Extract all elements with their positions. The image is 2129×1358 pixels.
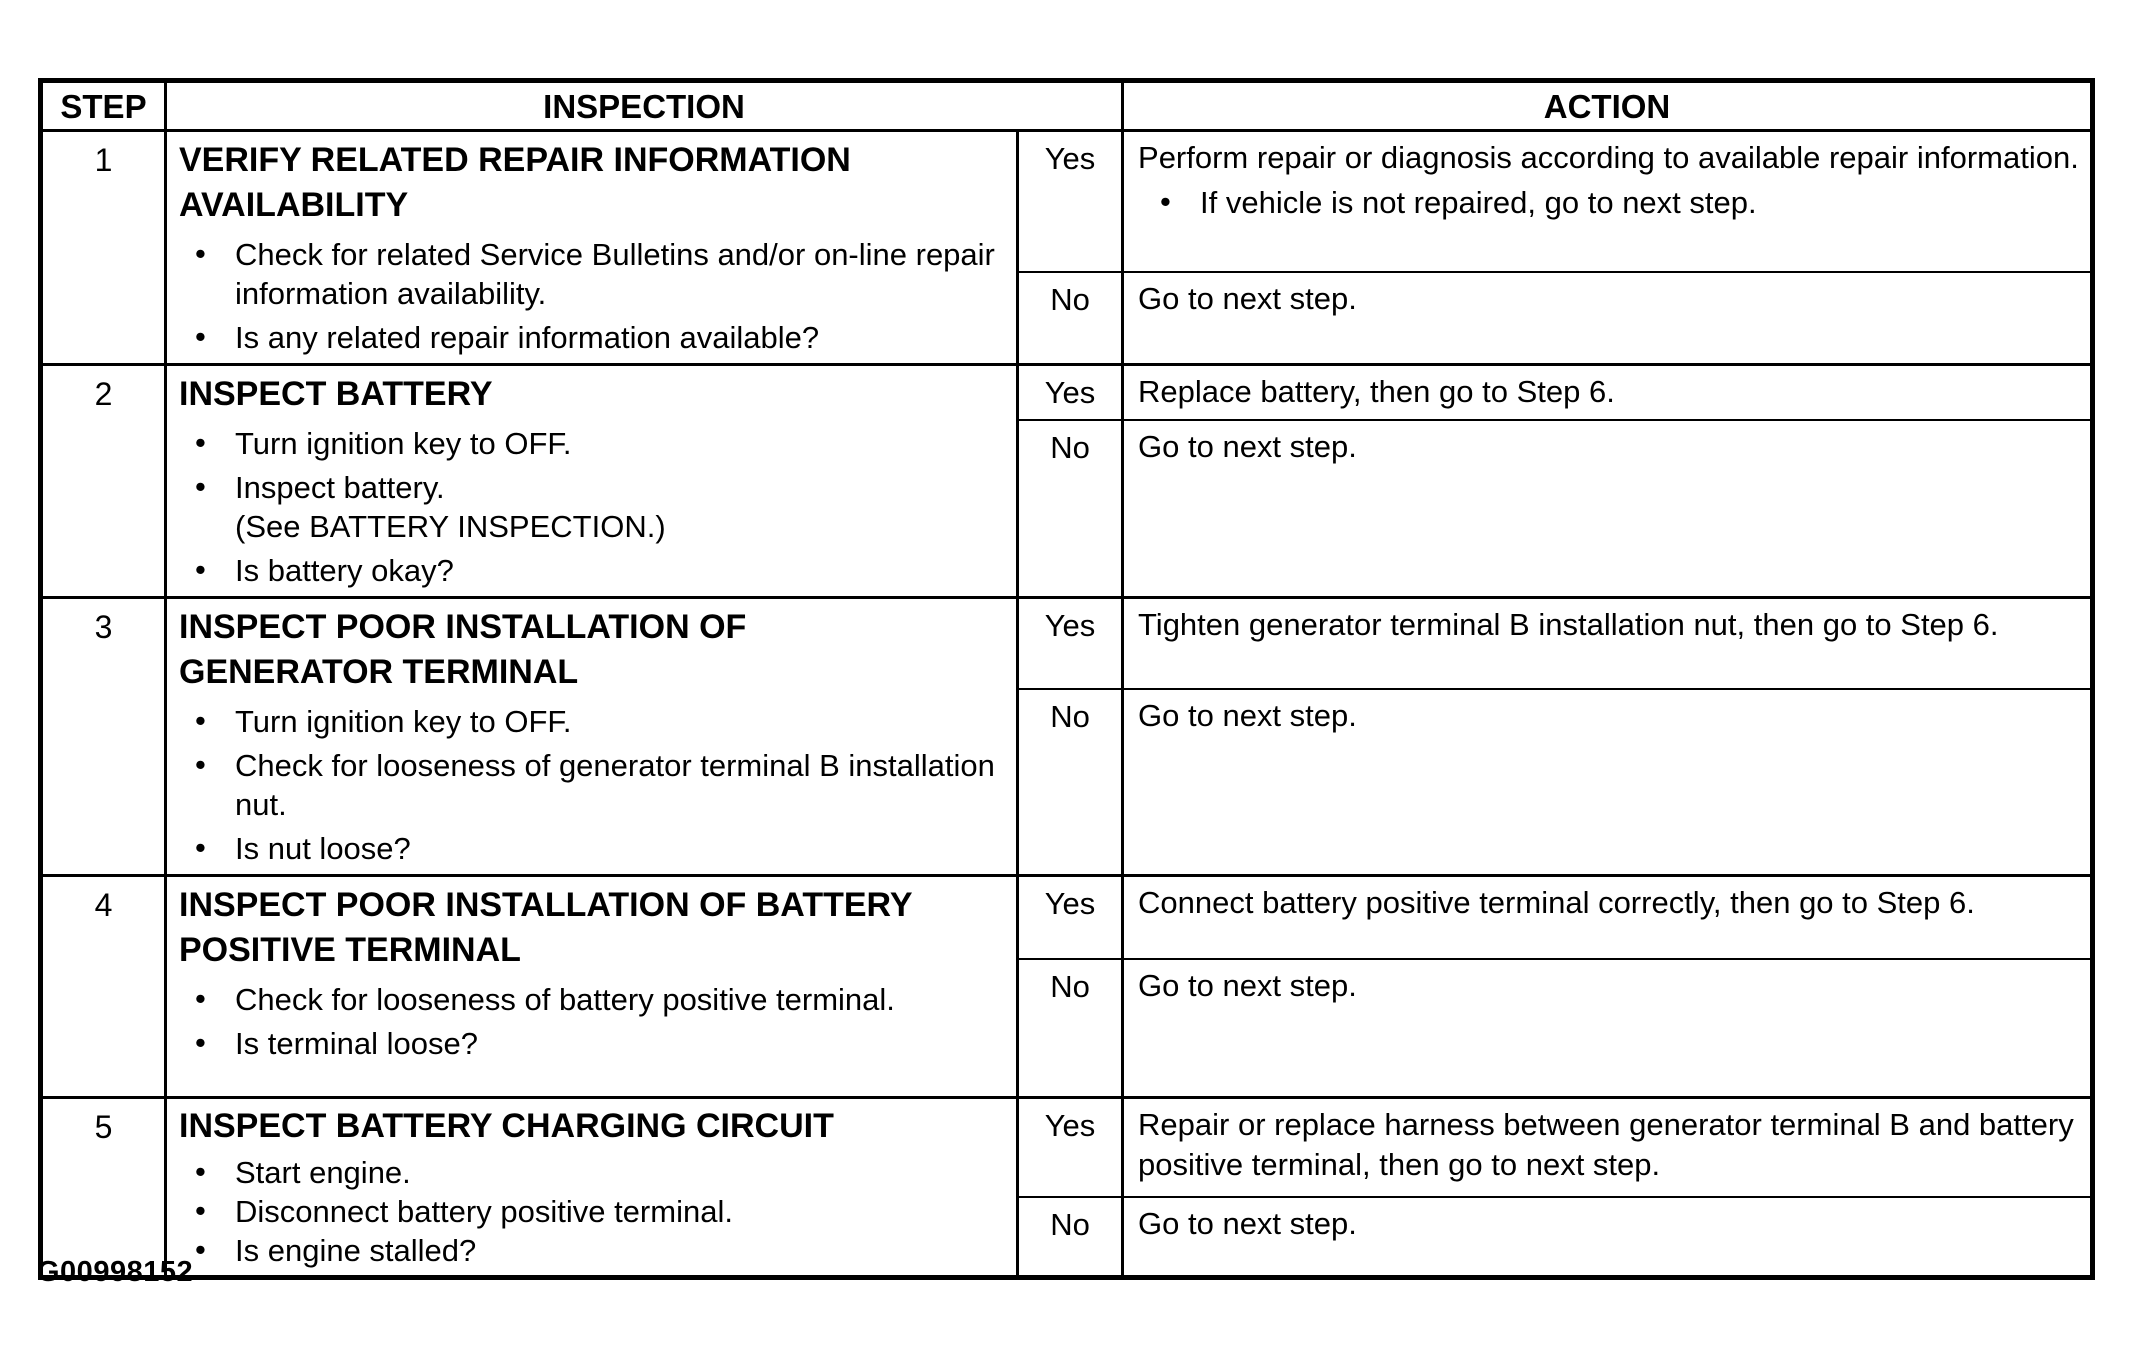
column-header-inspection: INSPECTION bbox=[166, 81, 1123, 131]
table-row bbox=[41, 1098, 2093, 1198]
bullet-item: • Inspect battery. (See BATTERY INSPECTION.) bbox=[179, 468, 1002, 546]
yes-action-cell bbox=[1123, 365, 2093, 420]
bullet-item: • Is any related repair information available? bbox=[179, 318, 1002, 357]
action-text: Go to next step. bbox=[1138, 698, 1357, 734]
bullet-item: • Is engine stalled? bbox=[179, 1232, 1002, 1269]
no-label-cell: No bbox=[1018, 272, 1123, 364]
step-number-cell: 4 bbox=[41, 876, 166, 1098]
no-label-cell: No bbox=[1018, 420, 1123, 598]
no-label-cell: No bbox=[1018, 689, 1123, 875]
yes-label-cell: Yes bbox=[1018, 876, 1123, 959]
no-action-cell bbox=[1123, 959, 2093, 1098]
inspection-cell bbox=[166, 598, 1018, 876]
bullet-item: • Check for related Service Bulletins and/or on-line repair information availability. bbox=[179, 235, 1002, 313]
inspection-title: INSPECT POOR INSTALLATION OF BATTERY POSITIVE TERMINAL bbox=[179, 886, 913, 969]
action-text: Go to next step. bbox=[1138, 1206, 1357, 1242]
inspection-cell bbox=[166, 1098, 1018, 1278]
action-text: Go to next step. bbox=[1138, 967, 1357, 1003]
inspection-bullet-list bbox=[179, 702, 1002, 868]
action-bullet-list bbox=[1138, 183, 2080, 222]
yes-label-cell: Yes bbox=[1018, 365, 1123, 420]
bullet-item: • Is battery okay? bbox=[179, 551, 1002, 590]
step-number-cell: 3 bbox=[41, 598, 166, 876]
bullet-item: • If vehicle is not repaired, go to next step. bbox=[1138, 183, 2080, 222]
table-row bbox=[41, 598, 2093, 690]
action-text: Tighten generator terminal B installation nut, then go to Step 6. bbox=[1138, 607, 1999, 642]
no-action-cell bbox=[1123, 1197, 2093, 1277]
inspection-bullet-list bbox=[179, 235, 1002, 357]
inspection-cell bbox=[166, 131, 1018, 365]
inspection-cell bbox=[166, 365, 1018, 598]
bullet-item: • Turn ignition key to OFF. bbox=[179, 702, 1002, 741]
diagnostic-table bbox=[38, 78, 2095, 1280]
action-text: Repair or replace harness between generator terminal B and battery positive terminal, then go to next step. bbox=[1138, 1107, 2074, 1182]
yes-label-cell: Yes bbox=[1018, 1098, 1123, 1198]
no-action-cell bbox=[1123, 420, 2093, 598]
action-text: Go to next step. bbox=[1138, 281, 1357, 317]
inspection-title: VERIFY RELATED REPAIR INFORMATION AVAILABILITY bbox=[179, 141, 851, 224]
bullet-item: • Is terminal loose? bbox=[179, 1024, 1002, 1063]
yes-action-cell bbox=[1123, 598, 2093, 690]
inspection-title: INSPECT BATTERY bbox=[179, 375, 493, 413]
yes-label-cell: Yes bbox=[1018, 598, 1123, 690]
yes-action-cell bbox=[1123, 131, 2093, 273]
column-header-step: STEP bbox=[41, 81, 166, 131]
no-action-cell bbox=[1123, 272, 2093, 364]
bullet-item: • Turn ignition key to OFF. bbox=[179, 424, 1002, 463]
table-row bbox=[41, 131, 2093, 273]
bullet-item: • Disconnect battery positive terminal. bbox=[179, 1193, 1002, 1230]
action-text: Connect battery positive terminal correctly, then go to Step 6. bbox=[1138, 885, 1975, 920]
action-text: Replace battery, then go to Step 6. bbox=[1138, 374, 1615, 409]
table-header-row bbox=[41, 81, 2093, 131]
no-label-cell: No bbox=[1018, 959, 1123, 1098]
inspection-title: INSPECT POOR INSTALLATION OF GENERATOR TERMINAL bbox=[179, 608, 747, 691]
step-number-cell: 5 bbox=[41, 1098, 166, 1278]
inspection-title: INSPECT BATTERY CHARGING CIRCUIT bbox=[179, 1107, 834, 1145]
table-row bbox=[41, 876, 2093, 959]
table-row bbox=[41, 365, 2093, 420]
figure-id: G00998152 bbox=[37, 1256, 194, 1288]
bullet-item: • Start engine. bbox=[179, 1154, 1002, 1191]
action-text: Go to next step. bbox=[1138, 428, 1357, 464]
yes-action-cell bbox=[1123, 876, 2093, 959]
bullet-item: • Check for looseness of battery positive terminal. bbox=[179, 980, 1002, 1019]
no-label-cell: No bbox=[1018, 1197, 1123, 1277]
column-header-action: ACTION bbox=[1123, 81, 2093, 131]
yes-label-cell: Yes bbox=[1018, 131, 1123, 273]
no-action-cell bbox=[1123, 689, 2093, 875]
step-number-cell: 2 bbox=[41, 365, 166, 598]
action-text: Perform repair or diagnosis according to available repair information. bbox=[1138, 140, 2079, 175]
inspection-cell bbox=[166, 876, 1018, 1098]
step-number-cell: 1 bbox=[41, 131, 166, 365]
inspection-bullet-list bbox=[179, 424, 1002, 590]
bullet-note: (See BATTERY INSPECTION.) bbox=[235, 509, 666, 544]
bullet-item: • Is nut loose? bbox=[179, 829, 1002, 868]
inspection-bullet-list bbox=[179, 980, 1002, 1063]
inspection-bullet-list bbox=[179, 1154, 1002, 1269]
yes-action-cell bbox=[1123, 1098, 2093, 1198]
bullet-item: • Check for looseness of generator terminal B installation nut. bbox=[179, 746, 1002, 824]
